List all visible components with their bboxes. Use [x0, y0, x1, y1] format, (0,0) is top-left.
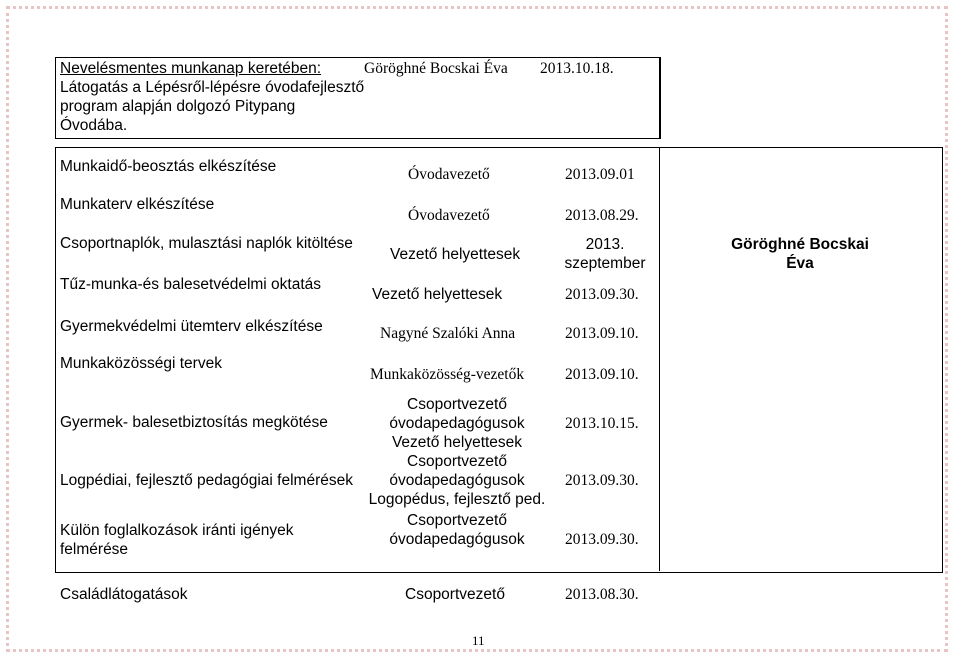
responsible-6-line3: Vezető helyettesek [391, 434, 523, 451]
responsible-8-line2: óvodapedagógusok [389, 531, 525, 548]
top-topic-underlined: Nevelésmentes munkanap keretében: [60, 60, 322, 77]
task-7: Logpédiai, fejlesztő pedagógiai felmérések [60, 472, 353, 489]
task-8-line2: felmérése [60, 541, 129, 558]
responsible-5: Munkaközösség-vezetők [370, 366, 525, 383]
main-table-divider [659, 147, 660, 571]
footer-task: Családlátogatások [60, 586, 188, 603]
date-1: 2013.08.29. [565, 207, 639, 224]
overseer-line1: Göröghné Bocskai [731, 236, 869, 253]
page-number: 11 [472, 633, 485, 648]
responsible-8-line1: Csoportvezető [407, 512, 507, 529]
date-7: 2013.09.30. [565, 472, 639, 489]
top-date: 2013.10.18. [540, 60, 614, 77]
task-6: Gyermek- balesetbiztosítás megkötése [60, 414, 328, 431]
responsible-3: Vezető helyettesek [372, 286, 503, 303]
footer-date: 2013.08.30. [565, 586, 639, 603]
responsible-4: Nagyné Szalóki Anna [380, 325, 516, 342]
task-2: Csoportnaplók, mulasztási naplók kitöltése [60, 235, 353, 252]
task-4: Gyermekvédelmi ütemterv elkészítése [60, 318, 323, 335]
task-3: Tűz-munka-és balesetvédelmi oktatás [60, 276, 322, 293]
task-0: Munkaidő-beosztás elkészítése [60, 158, 277, 175]
date-5: 2013.09.10. [565, 366, 639, 383]
date-4: 2013.09.10. [565, 325, 639, 342]
responsible-0: Óvodavezető [408, 166, 490, 183]
task-5: Munkaközösségi tervek [60, 355, 222, 372]
top-topic-line2: Látogatás a Lépésről-lépésre óvodafejlesztő [60, 79, 365, 96]
task-1: Munkaterv elkészítése [60, 196, 215, 213]
top-responsible: Göröghné Bocskai Éva [364, 60, 508, 77]
top-event-box-right [659, 57, 661, 139]
responsible-7-line1: Csoportvezető [407, 453, 507, 470]
responsible-2: Vezető helyettesek [390, 246, 521, 263]
overseer-line2: Éva [786, 255, 814, 272]
date-0: 2013.09.01 [565, 166, 635, 183]
responsible-6-line2: óvodapedagógusok [389, 415, 525, 432]
responsible-7-line2: óvodapedagógusok [389, 472, 525, 489]
date-2-line1: 2013. [585, 236, 625, 253]
date-2-line2: szeptember [564, 255, 646, 272]
responsible-1: Óvodavezető [408, 207, 490, 224]
responsible-7-line3: Logopédus, fejlesztő ped. [368, 491, 546, 508]
footer-responsible: Csoportvezető [405, 586, 505, 603]
task-8-line1: Külön foglalkozások iránti igények [60, 522, 294, 539]
responsible-6-line1: Csoportvezető [407, 396, 507, 413]
date-8: 2013.09.30. [565, 531, 639, 548]
date-3: 2013.09.30. [565, 286, 639, 303]
date-6: 2013.10.15. [565, 415, 639, 432]
top-topic-line3: program alapján dolgozó Pitypang [60, 98, 296, 115]
top-topic-line4: Óvodába. [60, 117, 128, 134]
